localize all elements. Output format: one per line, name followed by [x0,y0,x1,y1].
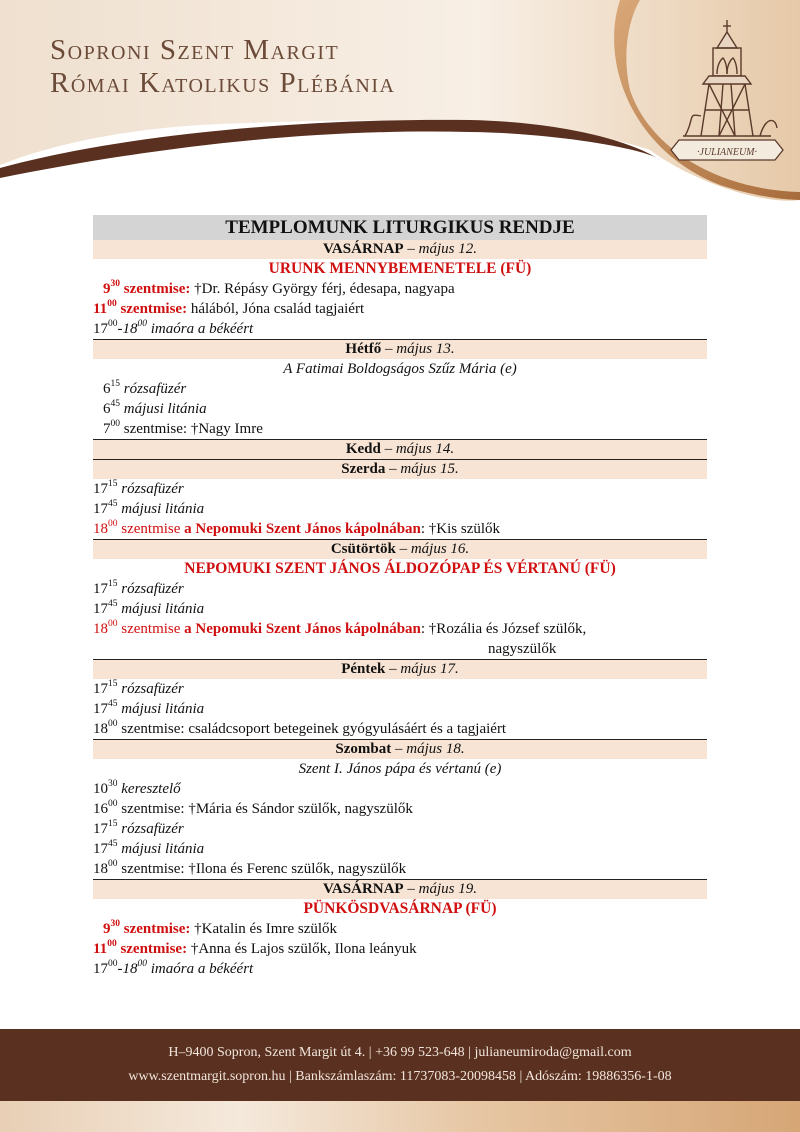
parish-title [50,34,395,100]
day-date: május 18. [406,741,465,757]
day-date: május 17. [400,661,459,677]
schedule-row [93,839,707,859]
time: $17^{45}$ [93,599,118,617]
event-text: imaóra a békéért [147,961,254,977]
schedule-row [93,419,707,439]
event-kind: szentmise: [123,921,191,937]
schedule-row [93,779,707,799]
intention: : †Kis szülők [420,521,501,537]
feast-title: NEPOMUKI SZENT JÁNOS ÁLDOZÓPAP ÉS VÉRTANÚ (FÜ) [184,560,616,577]
time: $7^{00}$ [103,419,120,437]
day-header-friday-17 [93,659,707,679]
day-name: Csütörtök [330,541,396,557]
memorial-title: Szent I. János pápa és vértanú (e) [298,761,502,777]
schedule-row [93,919,707,939]
event-text: májusi litánia [117,841,205,857]
time: $11^{00}$ [93,299,117,317]
schedule-row [93,959,707,979]
date-separator: – [385,461,401,477]
day-header-thursday-16 [93,539,707,559]
time: $17^{00}-18^{00}$ [93,959,147,977]
schedule-row [93,299,707,319]
event-text: rózsafüzér [117,481,184,497]
event-text: szentmise: †Ilona és Ferenc szülők, nagyszülők [117,861,407,877]
date-separator: – [385,661,401,677]
time: $17^{45}$ [93,499,118,517]
event-place: a Nepomuki Szent János kápolnában [184,621,421,637]
event-place: a Nepomuki Szent János kápolnában [184,521,421,537]
contact-footer [0,1029,800,1101]
time: $18^{00}$ [93,859,118,877]
title-line-1: Soproni Szent Margit [50,34,340,66]
time: $18^{00}$ [93,519,118,537]
day-header-sunday-19 [93,879,707,899]
date-separator: – [403,881,419,897]
day-header-sunday-12 [93,240,707,259]
schedule-row [93,819,707,839]
intention-continuation: nagyszülők [488,641,557,657]
day-name: Kedd [345,441,381,457]
memorial-title: A Fatimai Boldogságos Szűz Mária (e) [283,361,517,377]
schedule-row [93,499,707,519]
schedule-row [93,519,707,539]
footer-bank-line: www.szentmargit.sopron.hu | Bankszámlaszám: 11737083-20098458 | Adószám: 19886356-1-08 [128,1069,672,1084]
julianeum-belltower-logo [665,18,790,168]
time: $17^{45}$ [93,699,118,717]
time: $9^{30}$ [103,279,120,297]
event-text: szentmise: családcsoport betegeinek gyógyulásáért és a tagjaiért [117,721,507,737]
feast-title: URUNK MENNYBEMENETELE (FÜ) [268,260,532,277]
time: $10^{30}$ [93,779,118,797]
liturgy-schedule [93,215,707,979]
event-text: szentmise: †Mária és Sándor szülők, nagyszülők [117,801,413,817]
event-text: rózsafüzér [117,821,184,837]
schedule-row [93,479,707,499]
day-date: május 13. [396,341,455,357]
schedule-row [93,679,707,699]
time: $6^{45}$ [103,399,120,417]
schedule-row [93,579,707,599]
schedule-row [93,859,707,879]
schedule-row [93,619,707,639]
logo-text: ·JULIANEUM· [697,147,757,158]
time: $18^{00}$ [93,719,118,737]
date-separator: – [381,341,397,357]
event-text: rózsafüzér [117,681,184,697]
day-date: május 15. [400,461,459,477]
event-kind: szentmise: [120,301,188,317]
event-text: májusi litánia [120,401,207,417]
event-text: májusi litánia [117,501,205,517]
day-header-tuesday-14 [93,439,707,459]
time: $17^{15}$ [93,579,118,597]
bottom-decorative-band [0,1101,800,1132]
day-header-saturday-18 [93,739,707,759]
day-name: Péntek [341,661,386,677]
event-text: szentmise: †Nagy Imre [120,421,263,437]
event-kind: szentmise: [120,941,188,957]
time: $11^{00}$ [93,939,117,957]
schedule-row [93,399,707,419]
schedule-row [93,599,707,619]
time: $18^{00}$ [93,619,118,637]
event-text: keresztelő [117,781,181,797]
day-date: május 19. [418,881,477,897]
time: $9^{30}$ [103,919,120,937]
footer-contact-line: H–9400 Sopron, Szent Margit út 4. | +36 99 523-648 | julianeumiroda@gmail.com [168,1045,632,1060]
feast-title: PÜNKÖSDVASÁRNAP (FÜ) [303,900,497,917]
schedule-title: TEMPLOMUNK LITURGIKUS RENDJE [93,215,707,240]
day-date: május 12. [418,241,477,257]
day-date: május 16. [410,541,470,557]
schedule-row [93,319,707,339]
date-separator: – [391,741,407,757]
schedule-row [93,379,707,399]
event-text: rózsafüzér [117,581,184,597]
date-separator: – [403,241,419,257]
title-line-2: Római Katolikus Plébánia [50,67,396,99]
day-name: VASÁRNAP [323,241,404,257]
event-kind: szentmise [117,621,185,637]
event-kind: szentmise [117,521,185,537]
intention: †Katalin és Imre szülők [190,921,338,937]
day-header-monday-13 [93,339,707,359]
intention: hálából, Jóna család tagjaiért [187,301,365,317]
day-name: VASÁRNAP [323,881,404,897]
time: $6^{15}$ [103,379,120,397]
time: $17^{00}-18^{00}$ [93,319,147,337]
day-name: Szerda [341,461,386,477]
time: $17^{15}$ [93,679,118,697]
day-date: május 14. [395,441,455,457]
event-text: rózsafüzér [120,381,187,397]
time: $17^{15}$ [93,479,118,497]
intention: : †Rozália és József szülők, [420,621,587,637]
date-separator: – [380,441,396,457]
date-separator: – [395,541,411,557]
event-text: májusi litánia [117,601,205,617]
time: $16^{00}$ [93,799,118,817]
event-text: imaóra a békéért [147,321,254,337]
schedule-row [93,799,707,819]
intention: †Anna és Lajos szülők, Ilona leányuk [187,941,417,957]
time: $17^{45}$ [93,839,118,857]
day-header-wednesday-15 [93,459,707,479]
day-name: Szombat [335,741,392,757]
day-name: Hétfő [345,341,382,357]
schedule-row [93,719,707,739]
schedule-row [93,699,707,719]
time: $17^{15}$ [93,819,118,837]
event-kind: szentmise: [123,281,191,297]
schedule-row [93,279,707,299]
intention: †Dr. Répásy György férj, édesapa, nagyapa [190,281,455,297]
schedule-row [93,939,707,959]
event-text: májusi litánia [117,701,205,717]
